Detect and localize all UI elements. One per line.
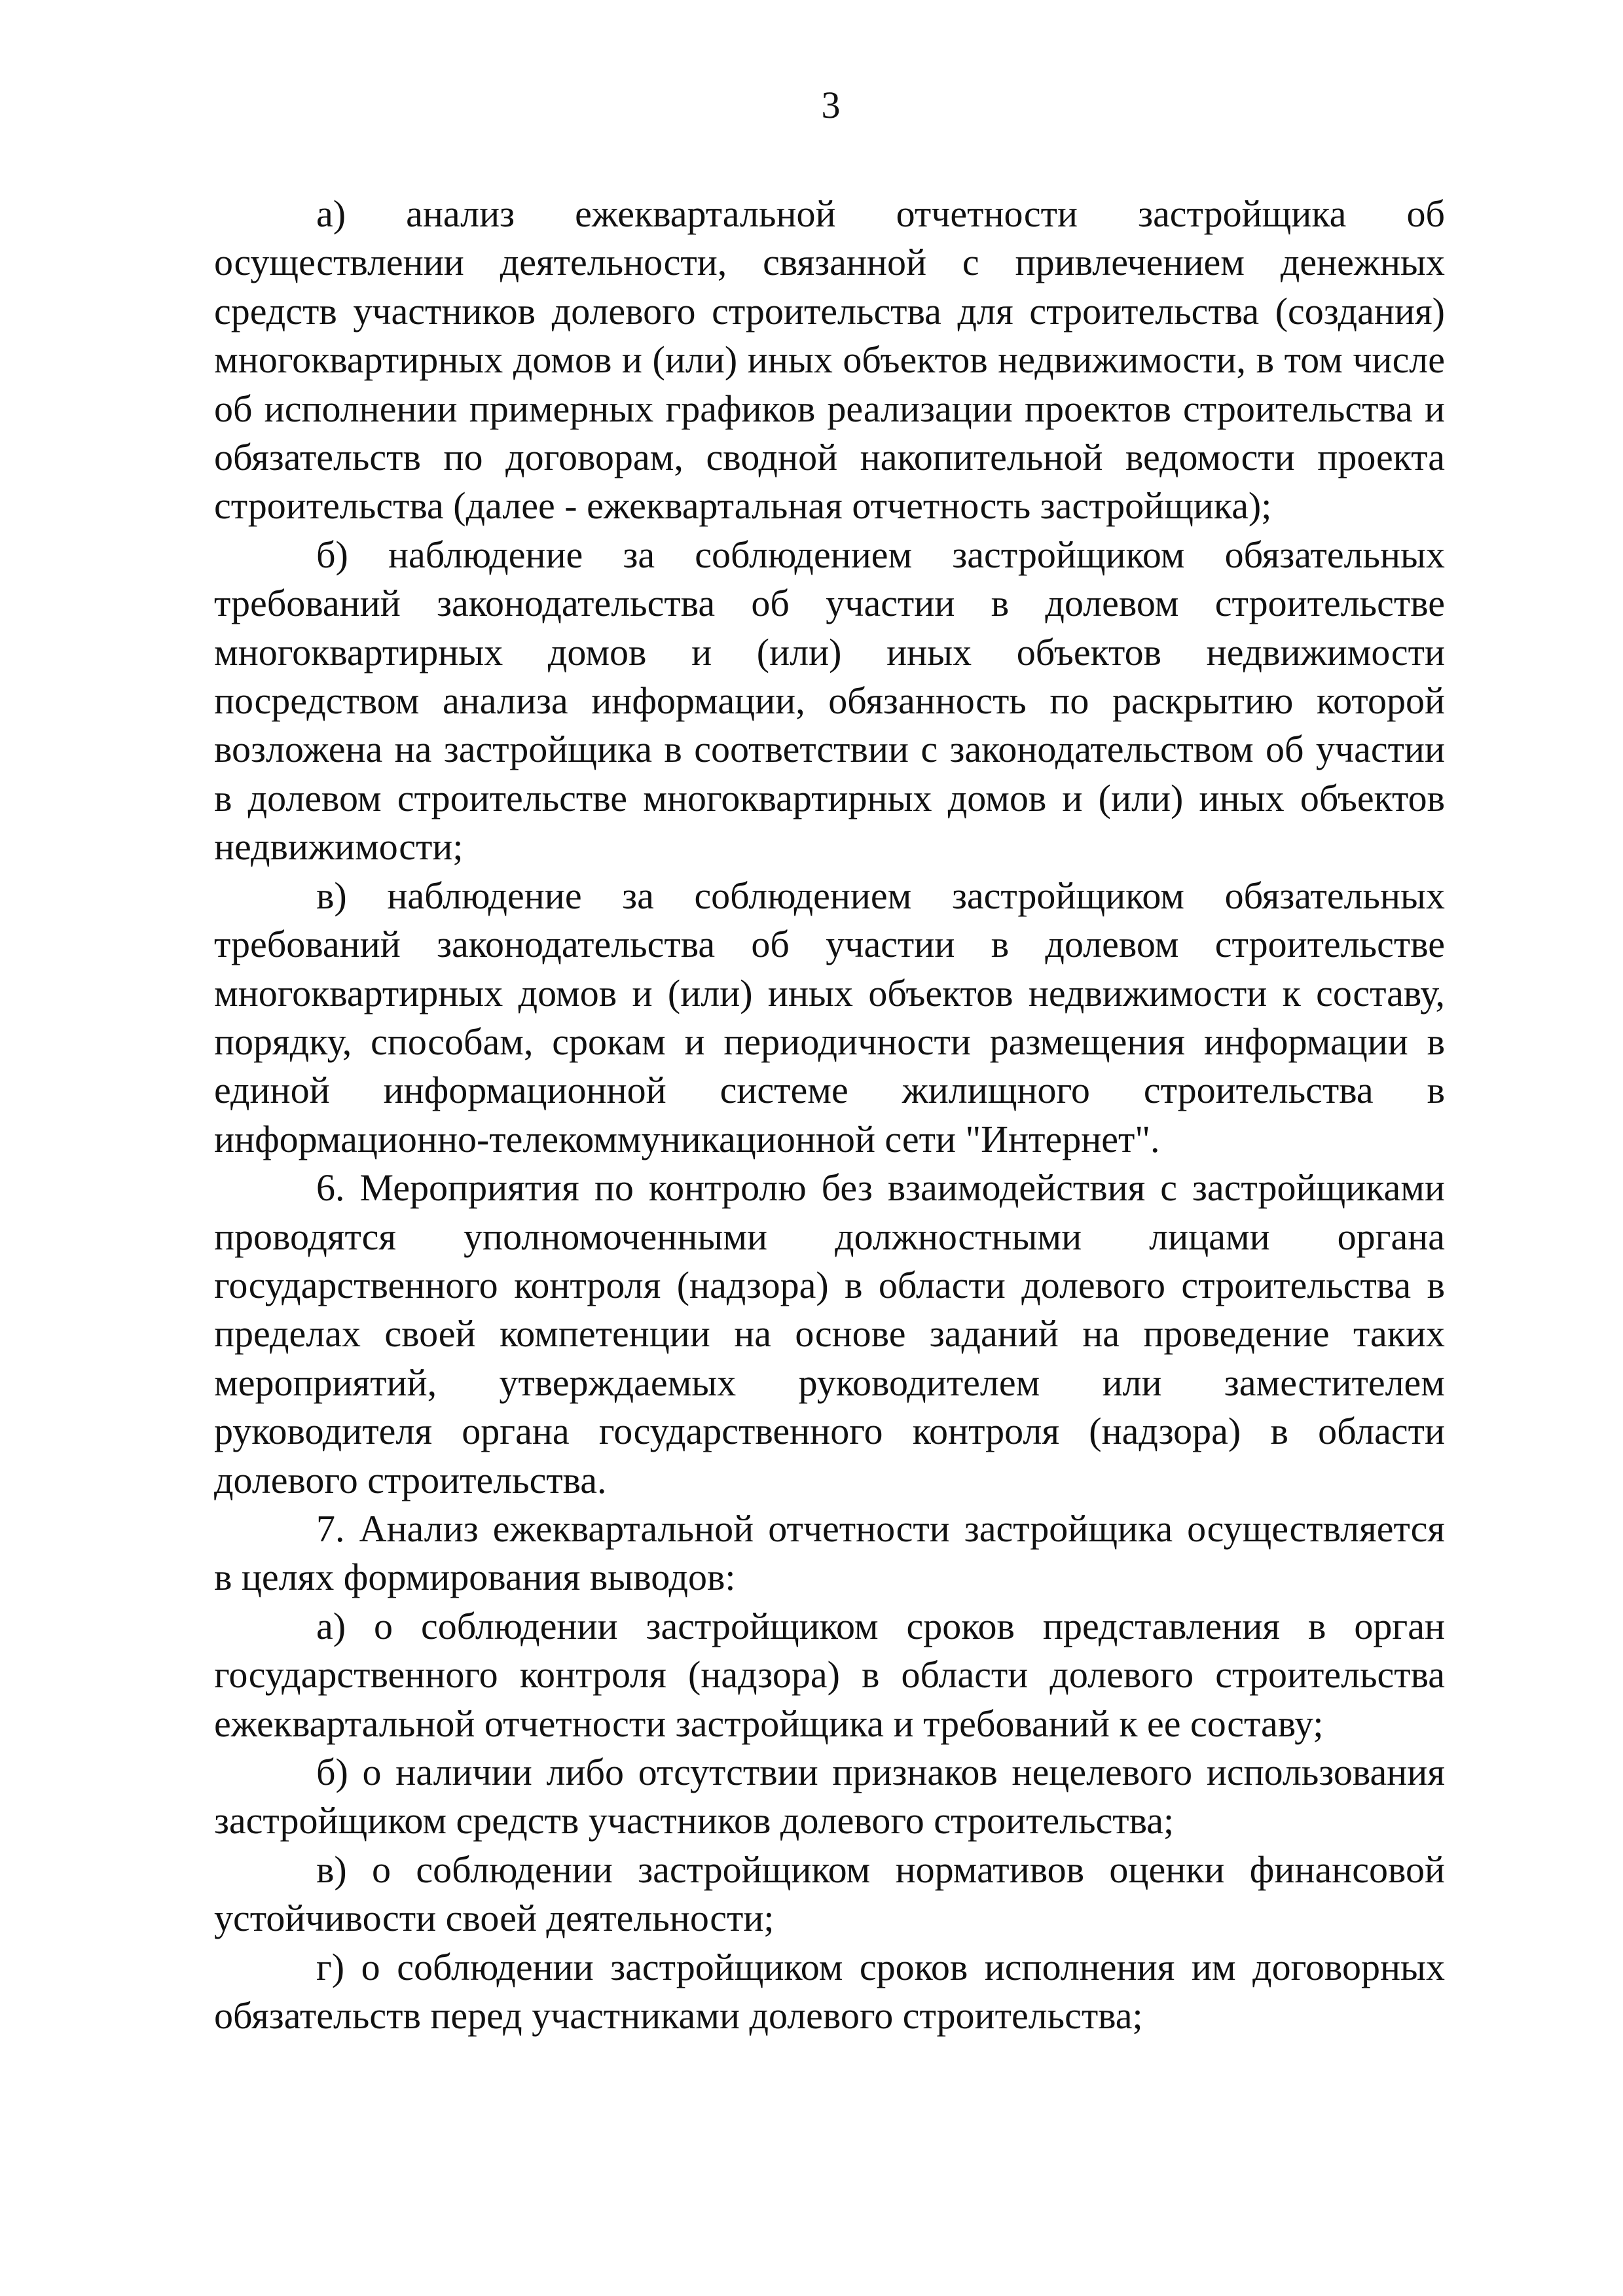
paragraph-6-measures: 6. Мероприятия по контролю без взаимодействия с застройщиками проводятся уполномоченными должностными лицами органа государственного контроля (надзора) в области долевого строительства в пределах своей компетенции на основе заданий на проведение таких мероприятий, утверждаемых руководителем или заместителем руководителя органа государственного контроля (надзора) в области долевого строительства. [214,1166,1445,1501]
paragraph-7-analysis: 7. Анализ ежеквартальной отчетности застройщика осуществляется в целях формирования выводов: [214,1507,1445,1599]
page-number: 3 [821,84,841,126]
document-body [214,190,1445,2040]
paragraph-7g-contract-obligations: г) о соблюдении застройщиком сроков исполнения им договорных обязательств перед участниками долевого строительства; [214,1945,1445,2037]
paragraph-a-analysis: а) анализ ежеквартальной отчетности застройщика об осуществлении деятельности, связанной с привлечением денежных средств участников долевого строительства для строительства (создания) многоквартирных домов и (или) иных объектов недвижимости, в том числе об исполнении примерных графиков реализации проектов строительства и обязательств по договорам, сводной накопительной ведомости проекта строительства (далее - ежеквартальная отчетность застройщика); [214,192,1445,528]
paragraph-v-observation: в) наблюдение за соблюдением застройщиком обязательных требований законодательства об участии в долевом строительстве многоквартирных домов и (или) иных объектов недвижимости к составу, порядку, способам, срокам и периодичности размещения информации в единой информационной системе жилищного строительства в информационно-телекоммуникационной сети "Интернет". [214,874,1445,1160]
paragraph-7v-financial-stability: в) о соблюдении застройщиком нормативов оценки финансовой устойчивости своей деятельности; [214,1848,1445,1940]
paragraph-7a-deadlines: а) о соблюдении застройщиком сроков представления в орган государственного контроля (надзора) в области долевого строительства ежеквартальной отчетности застройщика и требований к ее составу; [214,1604,1445,1745]
paragraph-b-observation: б) наблюдение за соблюдением застройщиком обязательных требований законодательства об участии в долевом строительстве многоквартирных домов и (или) иных объектов недвижимости посредством анализа информации, обязанность по раскрытию которой возложена на застройщика в соответствии с законодательством об участии в долевом строительстве многоквартирных домов и (или) иных объектов недвижимости; [214,533,1445,869]
paragraph-7b-misuse: б) о наличии либо отсутствии признаков нецелевого использования застройщиком средств участников долевого строительства; [214,1751,1445,1842]
